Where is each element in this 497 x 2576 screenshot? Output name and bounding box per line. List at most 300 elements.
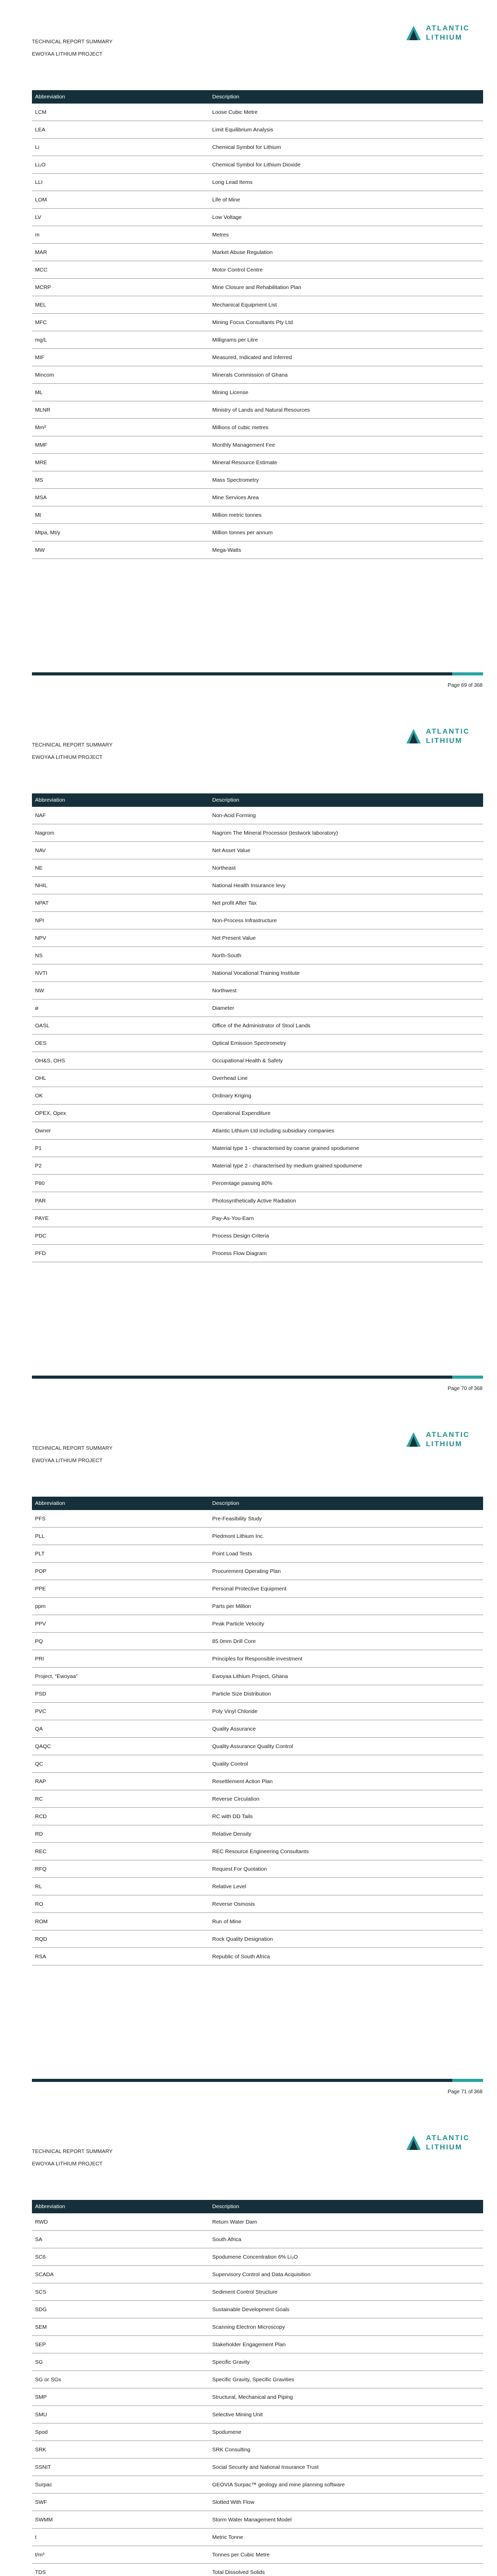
table-row <box>32 1192 483 1210</box>
abbreviation-cell: TDS <box>32 2564 209 2576</box>
description-cell: Percentage passing 80% <box>209 1175 483 1192</box>
description-cell: Ewoyaa Lithium Project, Ghana <box>209 1668 483 1685</box>
abbreviation-cell: RAP <box>32 1773 209 1790</box>
description-cell: Millions of cubic metres <box>209 419 483 436</box>
company-logo <box>405 2131 477 2153</box>
footer-bar <box>32 672 483 675</box>
description-cell: Process Design Criteria <box>209 1227 483 1245</box>
footer-accent <box>452 1376 483 1379</box>
abbreviation-cell: P2 <box>32 1157 209 1175</box>
table-row <box>32 964 483 982</box>
description-cell: GEOVIA Surpac™ geology and mine planning software <box>209 2476 483 2494</box>
abbreviation-cell: NAV <box>32 842 209 859</box>
table-row <box>32 2213 483 2231</box>
column-header-description: Description <box>209 90 483 104</box>
description-cell: Reverse Osmosis <box>209 1895 483 1913</box>
description-cell: Overhead Line <box>209 1070 483 1087</box>
abbreviation-cell: MCRP <box>32 279 209 296</box>
abbreviation-cell: QC <box>32 1755 209 1773</box>
project-name: EWOYAA LITHIUM PROJECT <box>32 1458 103 1464</box>
table-row <box>32 1808 483 1825</box>
page-header <box>32 739 113 764</box>
table-row <box>32 1175 483 1192</box>
description-cell: Motor Control Centre <box>209 261 483 279</box>
description-cell: Net profit After Tax <box>209 894 483 912</box>
description-cell: Chemical Symbol for Lithium Dioxide <box>209 156 483 174</box>
table-row <box>32 2371 483 2388</box>
description-cell: Mine Services Area <box>209 489 483 506</box>
abbreviation-cell: NS <box>32 947 209 964</box>
description-cell: Pre-Feasibility Study <box>209 1510 483 1528</box>
abbreviation-cell: RD <box>32 1825 209 1843</box>
table-row <box>32 1598 483 1615</box>
description-cell: Specific Gravity, Specific Gravities <box>209 2371 483 2388</box>
description-cell: Minerals Commission of Ghana <box>209 366 483 384</box>
table-row <box>32 384 483 401</box>
table-row <box>32 1685 483 1703</box>
abbreviation-cell: Mm³ <box>32 419 209 436</box>
table-row <box>32 366 483 384</box>
table-row <box>32 1738 483 1755</box>
table-row <box>32 2476 483 2494</box>
abbreviation-table <box>32 793 483 1262</box>
table-row <box>32 419 483 436</box>
table-row <box>32 1017 483 1035</box>
company-logo <box>405 1428 477 1450</box>
table-row <box>32 314 483 331</box>
description-cell: North-South <box>209 947 483 964</box>
table-row <box>32 824 483 842</box>
table-row <box>32 1930 483 1948</box>
abbreviation-cell: NPI <box>32 912 209 929</box>
description-cell: Ministry of Lands and Natural Resources <box>209 401 483 419</box>
abbreviation-cell: RQD <box>32 1930 209 1948</box>
description-cell: Long Lead Items <box>209 174 483 191</box>
report-page-3 <box>0 1406 497 2110</box>
report-title: TECHNICAL REPORT SUMMARY <box>32 2149 113 2155</box>
table-row <box>32 877 483 894</box>
description-cell: Poly Vinyl Chloride <box>209 1703 483 1720</box>
table-row <box>32 2231 483 2248</box>
abbreviation-cell: PSD <box>32 1685 209 1703</box>
table-row <box>32 541 483 559</box>
description-cell: Metric Tonne <box>209 2529 483 2546</box>
description-cell: Quality Assurance <box>209 1720 483 1738</box>
description-cell: National Health Insurance levy <box>209 877 483 894</box>
table-row <box>32 226 483 244</box>
table-row <box>32 1948 483 1965</box>
description-cell: Mine Closure and Rehabilitation Plan <box>209 279 483 296</box>
description-cell: RC with DD Tails <box>209 1808 483 1825</box>
description-cell: Relative Density <box>209 1825 483 1843</box>
description-cell: Northwest <box>209 982 483 999</box>
report-page-4 <box>0 2110 497 2576</box>
description-cell: Social Security and National Insurance Trust <box>209 2459 483 2476</box>
abbreviation-cell: NE <box>32 859 209 877</box>
description-cell: Material type 1 - characterised by coarse grained spodumene <box>209 1140 483 1157</box>
table-row <box>32 982 483 999</box>
description-cell: Nagrom The Mineral Processor (testwork laboratory) <box>209 824 483 842</box>
table-row <box>32 1227 483 1245</box>
description-cell: Limit Equilibrium Analysis <box>209 121 483 139</box>
page-number: Page 69 of 368 <box>448 683 483 688</box>
table-row <box>32 2388 483 2406</box>
page-header <box>32 36 113 61</box>
description-cell: Low Voltage <box>209 209 483 226</box>
abbreviation-cell: SC6 <box>32 2248 209 2266</box>
logo-word-lithium: LITHIUM <box>426 33 462 41</box>
abbreviation-cell: PQ <box>32 1633 209 1650</box>
abbreviation-cell: SCS <box>32 2283 209 2301</box>
footer-bar <box>32 1376 483 1379</box>
description-cell: Atlantic Lithium Ltd including subsidiary companies <box>209 1122 483 1140</box>
table-header-row <box>32 90 483 104</box>
table-row <box>32 1913 483 1930</box>
abbreviation-cell: NPV <box>32 929 209 947</box>
description-cell: Monthly Management Fee <box>209 436 483 454</box>
description-cell: Measured, Indicated and Inferred <box>209 349 483 366</box>
column-header-description: Description <box>209 2200 483 2213</box>
report-title: TECHNICAL REPORT SUMMARY <box>32 742 113 748</box>
abbreviation-cell: SA <box>32 2231 209 2248</box>
description-cell: Total Dissolved Solids <box>209 2564 483 2576</box>
column-header-description: Description <box>209 793 483 807</box>
description-cell: Republic of South Africa <box>209 1948 483 1965</box>
abbreviation-cell: SCADA <box>32 2266 209 2283</box>
abbreviation-cell: t/m³ <box>32 2546 209 2564</box>
abbreviation-cell: PAYE <box>32 1210 209 1227</box>
report-title: TECHNICAL REPORT SUMMARY <box>32 39 113 45</box>
abbreviation-cell: Mt <box>32 506 209 524</box>
table-row <box>32 807 483 824</box>
abbreviation-cell: ppm <box>32 1598 209 1615</box>
description-cell: Mass Spectrometry <box>209 471 483 489</box>
description-cell: Mineral Resource Estimate <box>209 454 483 471</box>
abbreviation-table <box>32 90 483 559</box>
description-cell: Personal Protective Equipment <box>209 1580 483 1598</box>
abbreviation-cell: Mtpa, Mt/y <box>32 524 209 541</box>
project-name: EWOYAA LITHIUM PROJECT <box>32 52 103 57</box>
abbreviation-cell: Li₂O <box>32 156 209 174</box>
description-cell: Material type 2 - characterised by medium grained spodumene <box>209 1157 483 1175</box>
table-row <box>32 929 483 947</box>
table-row <box>32 912 483 929</box>
abbreviation-cell: OH&S, OHS <box>32 1052 209 1070</box>
description-cell: Photosynthetically Active Radiation <box>209 1192 483 1210</box>
abbreviation-cell: RL <box>32 1878 209 1895</box>
table-row <box>32 2301 483 2318</box>
abbreviation-cell: POP <box>32 1563 209 1580</box>
abbreviation-cell: NAF <box>32 807 209 824</box>
page-number: Page 71 of 368 <box>448 2089 483 2095</box>
footer-bar <box>32 2079 483 2082</box>
description-cell: South Africa <box>209 2231 483 2248</box>
abbreviation-cell: ROM <box>32 1913 209 1930</box>
table-row <box>32 999 483 1017</box>
table-row <box>32 349 483 366</box>
description-cell: Tonnes per Cubic Metre <box>209 2546 483 2564</box>
description-cell: Rock Quality Designation <box>209 1930 483 1948</box>
abbreviation-cell: MMF <box>32 436 209 454</box>
column-header-abbreviation: Abbreviation <box>32 793 209 807</box>
abbreviation-cell: ø <box>32 999 209 1017</box>
abbreviation-cell: LOM <box>32 191 209 209</box>
logo-word-atlantic: ATLANTIC <box>426 1430 470 1438</box>
description-cell: Supervisory Control and Data Acquisition <box>209 2266 483 2283</box>
table-row <box>32 1210 483 1227</box>
description-cell: Stakeholder Engagement Plan <box>209 2336 483 2353</box>
table-row <box>32 1790 483 1808</box>
table-row <box>32 191 483 209</box>
abbreviation-cell: LCM <box>32 104 209 121</box>
abbreviation-cell: Mincom <box>32 366 209 384</box>
table-row <box>32 1052 483 1070</box>
description-cell: Loose Cubic Metre <box>209 104 483 121</box>
abbreviation-cell: SEP <box>32 2336 209 2353</box>
table-row <box>32 436 483 454</box>
table-row <box>32 1087 483 1105</box>
abbreviation-cell: MIF <box>32 349 209 366</box>
description-cell: National Vocational Training Institute <box>209 964 483 982</box>
abbreviation-cell: ML <box>32 384 209 401</box>
abbreviation-cell: MSA <box>32 489 209 506</box>
abbreviation-cell: SEM <box>32 2318 209 2336</box>
description-cell: Request For Quotation <box>209 1860 483 1878</box>
abbreviation-cell: NPAT <box>32 894 209 912</box>
abbreviation-cell: PFD <box>32 1245 209 1262</box>
table-row <box>32 947 483 964</box>
table-row <box>32 1157 483 1175</box>
logo-word-lithium: LITHIUM <box>426 1439 462 1448</box>
table-row <box>32 1122 483 1140</box>
abbreviation-cell: MS <box>32 471 209 489</box>
table-row <box>32 1140 483 1157</box>
table-row <box>32 2353 483 2371</box>
abbreviation-cell: RO <box>32 1895 209 1913</box>
project-name: EWOYAA LITHIUM PROJECT <box>32 755 103 760</box>
description-cell: Storm Water Management Model <box>209 2511 483 2529</box>
abbreviation-cell: SRK <box>32 2441 209 2459</box>
description-cell: Quality Assurance Quality Control <box>209 1738 483 1755</box>
table-row <box>32 524 483 541</box>
description-cell: Ordinary Kriging <box>209 1087 483 1105</box>
table-row <box>32 2266 483 2283</box>
abbreviation-cell: OHL <box>32 1070 209 1087</box>
description-cell: Selective Mining Unit <box>209 2406 483 2424</box>
table-row <box>32 1510 483 1528</box>
description-cell: Slotted With Flow <box>209 2494 483 2511</box>
table-row <box>32 1720 483 1738</box>
logo-triangle-icon <box>405 728 422 744</box>
description-cell: Northeast <box>209 859 483 877</box>
table-row <box>32 2494 483 2511</box>
table-row <box>32 121 483 139</box>
description-cell: Parts per Million <box>209 1598 483 1615</box>
page-number: Page 70 of 368 <box>448 1386 483 1392</box>
abbreviation-cell: SG <box>32 2353 209 2371</box>
abbreviation-cell: QAQC <box>32 1738 209 1755</box>
abbreviation-cell: MAR <box>32 244 209 261</box>
abbreviation-cell: PFS <box>32 1510 209 1528</box>
abbreviation-cell: LV <box>32 209 209 226</box>
description-cell: Relative Level <box>209 1878 483 1895</box>
page-header <box>32 2146 113 2171</box>
abbreviation-cell: NW <box>32 982 209 999</box>
table-row <box>32 454 483 471</box>
report-title: TECHNICAL REPORT SUMMARY <box>32 1446 113 1451</box>
abbreviation-cell: PLL <box>32 1528 209 1545</box>
table-row <box>32 244 483 261</box>
table-row <box>32 2336 483 2353</box>
report-page-2 <box>0 703 497 1406</box>
table-row <box>32 1878 483 1895</box>
description-cell: Peak Particle Velocity <box>209 1615 483 1633</box>
abbreviation-cell: SMP <box>32 2388 209 2406</box>
description-cell: Office of the Administrator of Stool Lands <box>209 1017 483 1035</box>
table-header-row <box>32 1497 483 1510</box>
abbreviation-cell: Li <box>32 139 209 156</box>
abbreviation-cell: SMU <box>32 2406 209 2424</box>
abbreviation-cell: Nagrom <box>32 824 209 842</box>
abbreviation-cell: PPE <box>32 1580 209 1598</box>
abbreviation-cell: MRE <box>32 454 209 471</box>
description-cell: Million tonnes per annum <box>209 524 483 541</box>
abbreviation-cell: PPV <box>32 1615 209 1633</box>
abbreviation-cell: SSNIT <box>32 2459 209 2476</box>
abbreviation-table <box>32 2200 483 2576</box>
abbreviation-cell: MW <box>32 541 209 559</box>
table-row <box>32 401 483 419</box>
table-row <box>32 859 483 877</box>
description-cell: Non-Process Infrastructure <box>209 912 483 929</box>
table-row <box>32 2318 483 2336</box>
abbreviation-cell: REC <box>32 1843 209 1860</box>
description-cell: Metres <box>209 226 483 244</box>
description-cell: Point Load Tests <box>209 1545 483 1563</box>
description-cell: Net Asset Value <box>209 842 483 859</box>
abbreviation-cell: NHIL <box>32 877 209 894</box>
abbreviation-cell: mg/L <box>32 331 209 349</box>
table-row <box>32 2248 483 2266</box>
abbreviation-cell: P1 <box>32 1140 209 1157</box>
table-row <box>32 1245 483 1262</box>
abbreviation-cell: RSA <box>32 1948 209 1965</box>
abbreviation-cell: Project, “Ewoyaa” <box>32 1668 209 1685</box>
description-cell: Structural, Mechanical and Piping <box>209 2388 483 2406</box>
description-cell: Principles for Responsible investment <box>209 1650 483 1668</box>
abbreviation-cell: PRI <box>32 1650 209 1668</box>
table-row <box>32 1545 483 1563</box>
table-row <box>32 471 483 489</box>
abbreviation-cell: LEA <box>32 121 209 139</box>
description-cell: Life of Mine <box>209 191 483 209</box>
report-page-1 <box>0 0 497 703</box>
table-row <box>32 104 483 121</box>
company-logo <box>405 22 477 43</box>
table-row <box>32 261 483 279</box>
description-cell: Sustainable Development Goals <box>209 2301 483 2318</box>
table-row <box>32 2283 483 2301</box>
description-cell: Sediment Control Structure <box>209 2283 483 2301</box>
table-row <box>32 296 483 314</box>
table-row <box>32 2529 483 2546</box>
description-cell: Reverse Circulation <box>209 1790 483 1808</box>
abbreviation-cell: PAR <box>32 1192 209 1210</box>
description-cell: Run of Mine <box>209 1913 483 1930</box>
table-row <box>32 1755 483 1773</box>
abbreviation-cell: SWF <box>32 2494 209 2511</box>
abbreviation-cell: SDG <box>32 2301 209 2318</box>
footer-accent <box>452 2079 483 2082</box>
table-row <box>32 1895 483 1913</box>
abbreviation-cell: MLNR <box>32 401 209 419</box>
description-cell: 85.0mm Drill Core <box>209 1633 483 1650</box>
abbreviation-cell: OK <box>32 1087 209 1105</box>
description-cell: Operational Expenditure <box>209 1105 483 1122</box>
description-cell: Net Present Value <box>209 929 483 947</box>
column-header-abbreviation: Abbreviation <box>32 1497 209 1510</box>
abbreviation-cell: OES <box>32 1035 209 1052</box>
logo-word-lithium: LITHIUM <box>426 736 462 744</box>
abbreviation-cell: MEL <box>32 296 209 314</box>
abbreviation-cell: RWD <box>32 2213 209 2231</box>
table-row <box>32 2564 483 2576</box>
description-cell: SRK Consulting <box>209 2441 483 2459</box>
abbreviation-cell: PLT <box>32 1545 209 1563</box>
logo-word-lithium: LITHIUM <box>426 2143 462 2151</box>
table-row <box>32 1105 483 1122</box>
abbreviation-cell: P80 <box>32 1175 209 1192</box>
table-row <box>32 1528 483 1545</box>
table-row <box>32 1035 483 1052</box>
table-row <box>32 1860 483 1878</box>
description-cell: Million metric tonnes <box>209 506 483 524</box>
table-row <box>32 1615 483 1633</box>
table-row <box>32 1633 483 1650</box>
abbreviation-cell: MCC <box>32 261 209 279</box>
description-cell: Scanning Electron Microscopy <box>209 2318 483 2336</box>
table-row <box>32 894 483 912</box>
description-cell: REC Resource Engineering Consultants <box>209 1843 483 1860</box>
abbreviation-cell: SG or SGs <box>32 2371 209 2388</box>
table-row <box>32 2511 483 2529</box>
column-header-abbreviation: Abbreviation <box>32 90 209 104</box>
table-row <box>32 1650 483 1668</box>
table-row <box>32 1825 483 1843</box>
table-header-row <box>32 2200 483 2213</box>
table-row <box>32 1773 483 1790</box>
description-cell: Mining Focus Consultants Pty Ltd <box>209 314 483 331</box>
table-header-row <box>32 793 483 807</box>
abbreviation-cell: NVTI <box>32 964 209 982</box>
logo-triangle-icon <box>405 1431 422 1448</box>
table-row <box>32 1070 483 1087</box>
page-header <box>32 1443 113 1467</box>
abbreviation-cell: LLI <box>32 174 209 191</box>
abbreviation-cell: t <box>32 2529 209 2546</box>
table-row <box>32 1580 483 1598</box>
column-header-description: Description <box>209 1497 483 1510</box>
description-cell: Non-Acid Forming <box>209 807 483 824</box>
logo-triangle-icon <box>405 25 422 41</box>
table-row <box>32 489 483 506</box>
table-row <box>32 174 483 191</box>
description-cell: Quality Control <box>209 1755 483 1773</box>
abbreviation-cell: OASL <box>32 1017 209 1035</box>
table-row <box>32 331 483 349</box>
description-cell: Spodumene <box>209 2424 483 2441</box>
table-row <box>32 2546 483 2564</box>
